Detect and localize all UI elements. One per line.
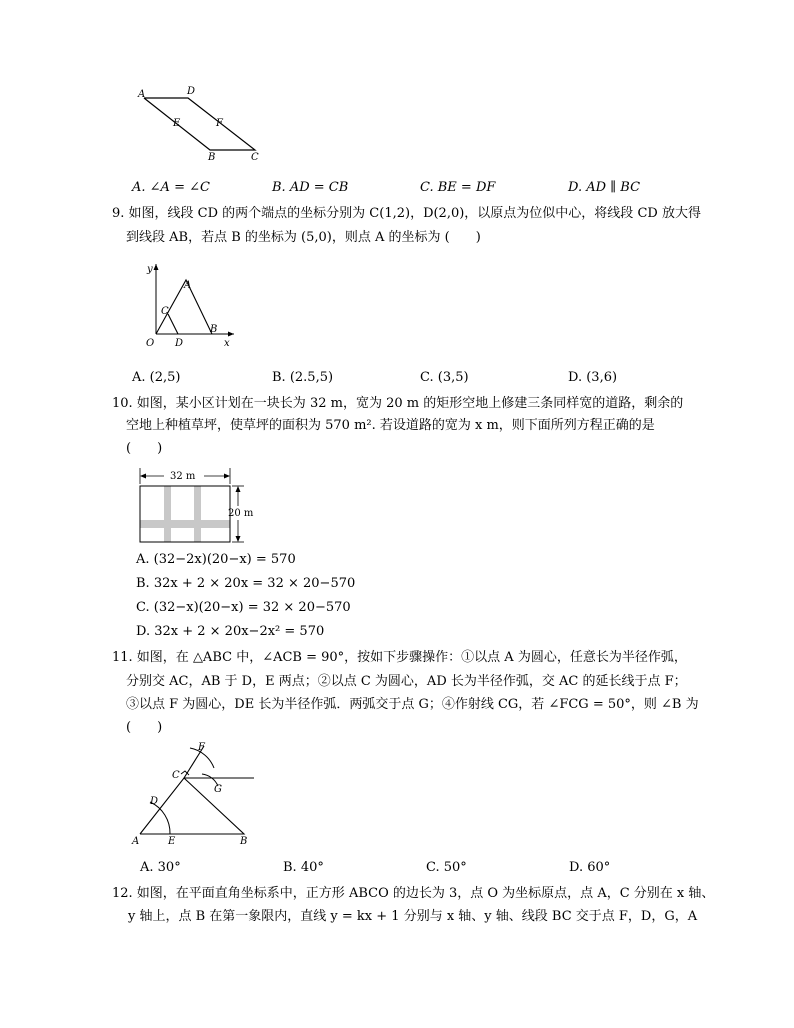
q10-option-d[interactable]: D. 32x + 2 × 20x−2x² = 570: [136, 624, 325, 639]
q11-option-b[interactable]: B. 40°: [283, 860, 324, 875]
q8-label-a: A: [138, 89, 146, 100]
q8-label-b: B: [208, 152, 216, 163]
q11-label-e: E: [168, 836, 176, 847]
q11-label-d: D: [150, 796, 159, 807]
q10-stem-line2: 空地上种植草坪，使草坪的面积为 570 m². 若设道路的宽为 x m，则下面所列方程正确的是: [126, 418, 655, 433]
q10-stem-line3: ( ): [126, 441, 163, 456]
q9-origin: O: [146, 338, 155, 349]
q8-option-c[interactable]: C. BE = DF: [420, 180, 496, 195]
q11-label-f: F: [198, 742, 205, 753]
q11-stem-line3: ③以点 F 为圆心，DE 长为半径作弧．两弧交于点 G；④作射线 CG，若 ∠FCG = 50°，则 ∠B 为: [126, 697, 699, 712]
q8-label-d: D: [187, 86, 196, 97]
q9-stem-line1: 9. 如图，线段 CD 的两个端点的坐标分别为 C(1,2)，D(2,0)，以原点为位似中心，将线段 CD 放大得: [112, 206, 701, 221]
q12-stem-line2: y 轴上，点 B 在第一象限内，直线 y = kx + 1 分别与 x 轴、y 轴、线段 BC 交于点 F，D，G，A: [128, 909, 698, 924]
q11-label-a: A: [132, 836, 140, 847]
q10-stem-line1: 10. 如图，某小区计划在一块长为 32 m，宽为 20 m 的矩形空地上修建三条同样宽的道路，剩余的: [112, 396, 684, 411]
q11-option-a[interactable]: A. 30°: [140, 860, 181, 875]
q9-option-a[interactable]: A. (2,5): [132, 370, 181, 385]
q8-lines: [144, 98, 255, 150]
q9-option-b[interactable]: B. (2.5,5): [272, 370, 334, 385]
q10-label-width: 20 m: [228, 508, 254, 519]
q8-label-e: E: [173, 118, 181, 129]
q11-label-g: G: [214, 784, 222, 795]
q9-label-c: C: [161, 306, 169, 317]
q10-option-a[interactable]: A. (32−2x)(20−x) = 570: [136, 552, 296, 567]
q9-label-d: D: [175, 338, 184, 349]
q10-figure: [128, 464, 268, 548]
q9-stem-line2: 到线段 AB，若点 B 的坐标为 (5,0)，则点 A 的坐标为 ( ): [126, 230, 481, 245]
q11-label-b: B: [240, 836, 248, 847]
q9-figure: [138, 262, 238, 350]
q9-label-b: B: [210, 324, 218, 335]
q10-label-length: 32 m: [170, 471, 196, 482]
q8-option-a[interactable]: A. ∠A = ∠C: [132, 180, 210, 195]
q9-option-c[interactable]: C. (3,5): [420, 370, 469, 385]
q10-option-b[interactable]: B. 32x + 2 × 20x = 32 × 20−570: [136, 576, 356, 591]
q11-option-c[interactable]: C. 50°: [426, 860, 467, 875]
q9-axis-x: x: [224, 338, 230, 349]
q11-option-d[interactable]: D. 60°: [569, 860, 611, 875]
q11-stem-line1: 11. 如图，在 △ABC 中，∠ACB = 90°，按如下步骤操作：①以点 A 为圆心，任意长为半径作弧，: [112, 650, 687, 665]
q9-label-a: A: [184, 280, 192, 291]
q8-option-b[interactable]: B. AD = CB: [272, 180, 349, 195]
q9-axis-y: y: [147, 264, 153, 275]
q11-stem-line2: 分别交 AC，AB 于 D，E 两点；②以点 C 为圆心，AD 长为半径作弧，交 AC 的延长线于点 F；: [126, 674, 687, 689]
q10-option-c[interactable]: C. (32−x)(20−x) = 32 × 20−570: [136, 600, 351, 615]
q9-option-d[interactable]: D. (3,6): [568, 370, 618, 385]
q11-label-c: C: [172, 770, 180, 781]
q11-stem-line4: ( ): [126, 720, 163, 735]
q12-stem-line1: 12. 如图，在平面直角坐标系中，正方形 ABCO 的边长为 3，点 O 为坐标原点，点 A，C 分别在 x 轴、: [112, 886, 715, 901]
q8-label-f: F: [216, 118, 223, 129]
q8-label-c: C: [251, 152, 259, 163]
q8-option-d[interactable]: D. AD ∥ BC: [568, 180, 641, 195]
q8-figure: [130, 84, 270, 164]
q11-figure: [128, 740, 268, 848]
